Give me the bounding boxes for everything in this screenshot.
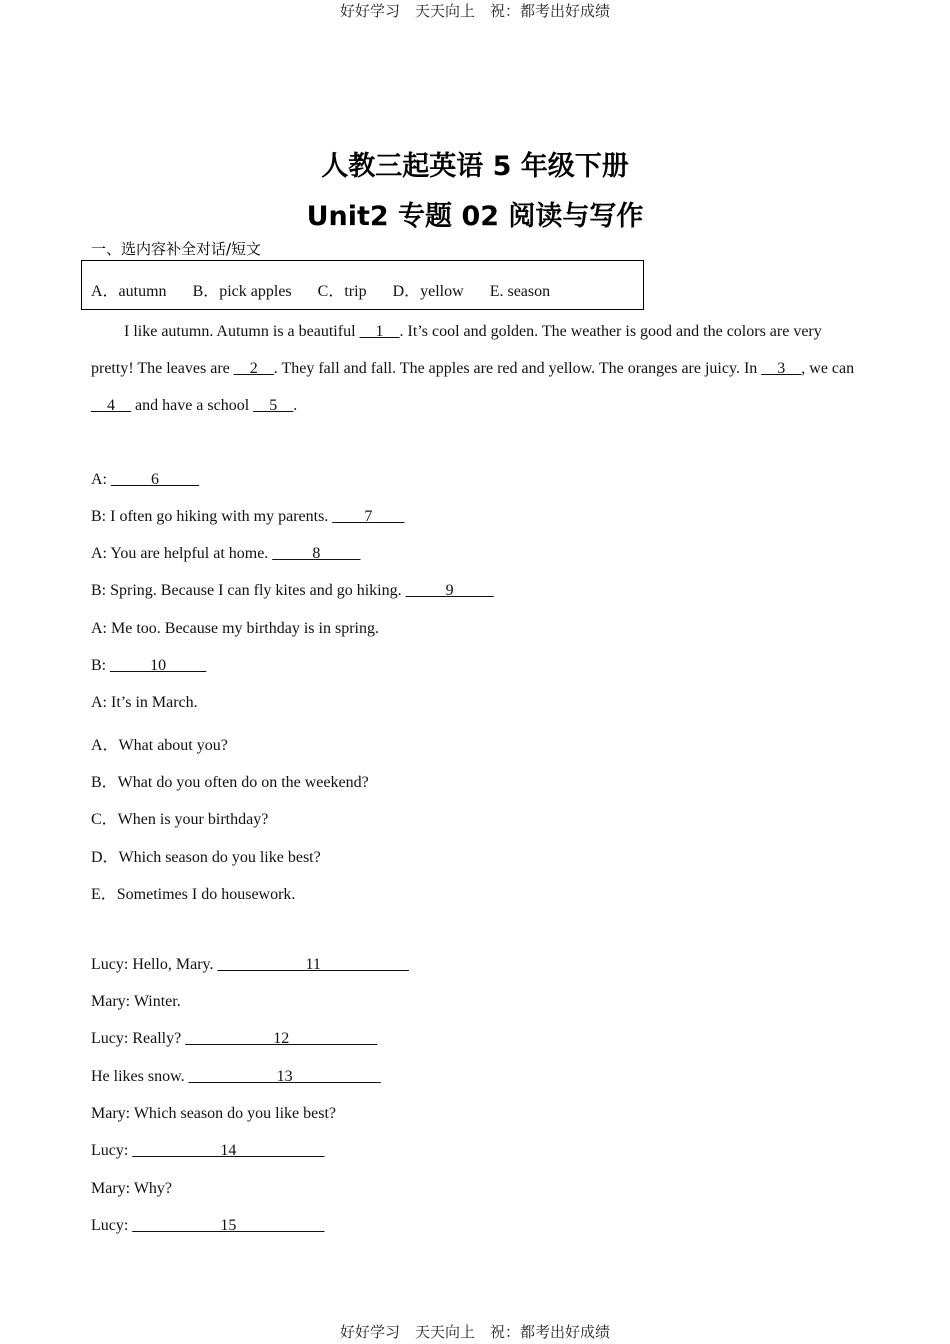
- blank-6: _____6_____: [111, 471, 199, 488]
- blank-10: _____10_____: [110, 657, 207, 674]
- line-text: B: Spring. Because I can fly kites and go hiking.: [91, 582, 406, 599]
- reading-passage: [91, 313, 866, 424]
- blank-3: __3__: [761, 360, 802, 377]
- line-text: A: It’s in March.: [91, 694, 198, 711]
- line-text: A:: [91, 471, 111, 488]
- option-box: [81, 260, 644, 310]
- blank-8: _____8_____: [272, 545, 361, 562]
- page-header: 好好学习 天天向上 祝：都考出好成绩: [339, 2, 610, 20]
- blank-13: ___________13___________: [188, 1068, 381, 1085]
- dialogue1-line: [91, 657, 206, 675]
- dialogue2-line: [91, 1180, 172, 1198]
- dialogue2-line: [91, 993, 181, 1011]
- dialogue2-line: [91, 1142, 324, 1160]
- blank-9: _____9_____: [405, 582, 494, 599]
- document-subtitle: Unit2 专题 02 阅读与写作: [306, 201, 644, 232]
- dialogue1-line: [91, 620, 379, 638]
- option-c: C．trip: [317, 283, 367, 300]
- line-text: Mary: Which season do you like best?: [91, 1105, 336, 1122]
- dialogue2-line: [91, 1030, 377, 1048]
- dialogue1-option-b: B．What do you often do on the weekend?: [91, 774, 369, 791]
- dialogue1-line: [91, 508, 404, 526]
- dialogue2-line: [91, 1217, 324, 1235]
- option-d: D．yellow: [392, 283, 464, 300]
- line-text: Mary: Winter.: [91, 993, 181, 1010]
- blank-5: __5__: [253, 397, 294, 414]
- line-text: Lucy: Really?: [91, 1030, 186, 1047]
- dialogue1-line: [91, 694, 198, 712]
- blank-7: ____7____: [332, 508, 405, 525]
- line-text: B:: [91, 657, 111, 674]
- passage-text: . They fall and fall. The apples are red and yellow. The oranges are juicy. In: [273, 360, 762, 377]
- option-e: E. season: [489, 283, 551, 300]
- blank-2: __2__: [233, 360, 274, 377]
- dialogue2-line: [91, 956, 409, 974]
- passage-text: and have a school: [131, 397, 254, 414]
- section-heading: 一、选内容补全对话/短文: [91, 240, 262, 258]
- passage-text: . It’s cool and golden. The weather is good and the colors are very pretty! The leaves are: [91, 323, 822, 377]
- page-footer: 好好学习 天天向上 祝：都考出好成绩: [339, 1323, 610, 1341]
- dialogue1-option-d: D．Which season do you like best?: [91, 849, 321, 866]
- line-text: A: Me too. Because my birthday is in spring.: [91, 620, 379, 637]
- line-text: Mary: Why?: [91, 1180, 173, 1197]
- option-b: B．pick apples: [192, 283, 292, 300]
- blank-14: ___________14___________: [132, 1142, 325, 1159]
- dialogue1-line: [91, 471, 199, 489]
- dialogue1-option-c: C．When is your birthday?: [91, 811, 269, 828]
- passage-text: .: [293, 397, 298, 414]
- dialogue2-line: [91, 1068, 381, 1086]
- dialogue1-option-e: E．Sometimes I do housework.: [91, 886, 296, 903]
- blank-11: ___________11___________: [217, 956, 409, 973]
- line-text: Lucy:: [91, 1217, 133, 1234]
- passage-text: , we can: [801, 360, 855, 377]
- option-a: A．autumn: [91, 283, 167, 300]
- dialogue1-option-a: A．What about you?: [91, 737, 228, 754]
- passage-text: I like autumn. Autumn is a beautiful: [124, 323, 360, 340]
- line-text: B: I often go hiking with my parents.: [91, 508, 333, 525]
- dialogue1-line: [91, 545, 360, 563]
- line-text: He likes snow.: [91, 1068, 189, 1085]
- blank-15: ___________15___________: [132, 1217, 325, 1234]
- dialogue2-line: [91, 1105, 336, 1123]
- line-text: Lucy:: [91, 1142, 133, 1159]
- dialogue1-line: [91, 582, 494, 600]
- document-title: 人教三起英语 5 年级下册: [321, 151, 629, 182]
- line-text: A: You are helpful at home.: [91, 545, 273, 562]
- line-text: Lucy: Hello, Mary.: [91, 956, 218, 973]
- blank-4: __4__: [91, 397, 131, 414]
- blank-12: ___________12___________: [185, 1030, 378, 1047]
- blank-1: __1__: [359, 323, 400, 340]
